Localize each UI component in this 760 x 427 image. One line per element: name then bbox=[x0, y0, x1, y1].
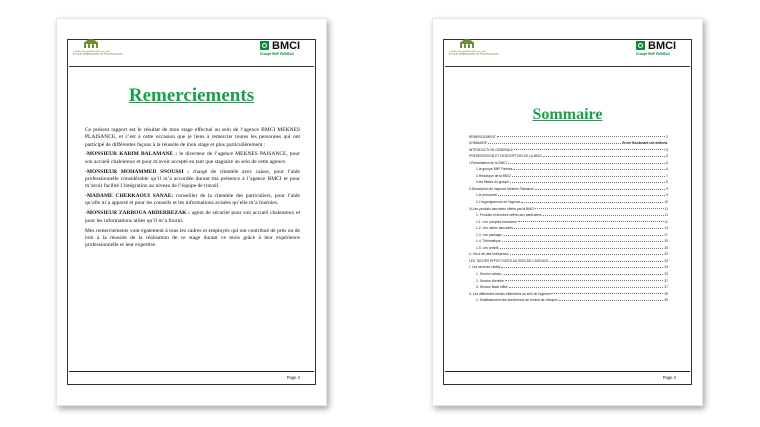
school-name-fr: ÉCOLE SUPÉRIEURE DE TECHNOLOGIE bbox=[449, 53, 499, 56]
toc-leader bbox=[510, 182, 665, 183]
page-title: Remerciements bbox=[128, 85, 255, 106]
toc-entry-page: 11 bbox=[664, 213, 668, 218]
toc-entry-label: SOMMAIRE bbox=[469, 141, 487, 146]
paragraph-text: Ce présent rapport est le résultat de mon stage effectué au sein de l’agence BMCI MEKNES PLAISANCE, et c’est à cette occasion que je tiens à remercier toutes les personnes qui ont participé de différentes façons à la réussite de mon stage et plus particulièrement : bbox=[85, 127, 300, 148]
paragraph bbox=[85, 151, 300, 166]
paragraph-text: agent de sécurité pour son accueil chaleureux et pour les informations utiles qu’il m’a fourni. bbox=[85, 210, 301, 224]
toc-entry-label: 1-5. Les crédits bbox=[476, 245, 499, 250]
toc-entry-label: 1- Service caisse bbox=[476, 272, 502, 277]
bmci-mark-icon bbox=[636, 41, 645, 50]
toc-entry-label: 1-le personnel bbox=[476, 193, 497, 198]
toc-entry-page: 8 bbox=[666, 180, 668, 185]
paragraph bbox=[85, 169, 300, 191]
bmci-brand: BMCI bbox=[648, 40, 677, 52]
document-page-remerciements bbox=[56, 18, 327, 406]
toc-entry-label: 1- Produits et services offerts aux particuliers bbox=[476, 213, 542, 218]
toc-entry-page: 6 bbox=[666, 167, 668, 172]
toc-leader bbox=[488, 143, 621, 144]
toc-entry-label: 1-4. Télématique bbox=[476, 239, 501, 244]
toc-entry-page: 32 bbox=[664, 252, 668, 257]
toc-entry-page: 37 bbox=[664, 285, 668, 290]
header-divider bbox=[445, 66, 690, 67]
toc-leader bbox=[543, 156, 665, 157]
toc-entry[interactable] bbox=[469, 296, 668, 303]
toc-entry-label: I- Les services visités bbox=[469, 265, 501, 270]
toc-leader bbox=[510, 254, 664, 255]
toc-leader bbox=[543, 215, 664, 216]
bmci-brand: BMCI bbox=[272, 40, 301, 52]
page-number: Page 2 bbox=[286, 375, 300, 380]
acknowledgement-text bbox=[85, 127, 300, 252]
toc-leader bbox=[497, 136, 665, 137]
footer-divider bbox=[69, 371, 314, 372]
person-name: -MONSIEUR MOHAMMED SNOUSSI : bbox=[85, 168, 190, 175]
toc-entry-page: 14 bbox=[664, 226, 668, 231]
toc-entry-label: 1-2. Les cartes bancaires bbox=[476, 226, 514, 231]
toc-entry-label: 3- Service Back office bbox=[476, 285, 508, 290]
toc-leader bbox=[514, 228, 663, 229]
school-name-fr: ÉCOLE SUPÉRIEURE DE TECHNOLOGIE bbox=[73, 53, 123, 56]
toc-entry-page: 37 bbox=[664, 278, 668, 283]
toc-entry-page: 33 bbox=[664, 258, 668, 263]
paragraph-text: le directeur de l’agence MEKNES PAISANCE, pour son accueil chaleureux et pour m'avoir accepté en tant que stagiaire au sein de cette agence. bbox=[85, 151, 300, 165]
toc-leader bbox=[502, 274, 663, 275]
toc-leader bbox=[502, 241, 664, 242]
toc-entry-page: 27 bbox=[664, 232, 668, 237]
toc-entry-page: 29 bbox=[664, 239, 668, 244]
page-title: Sommaire bbox=[532, 106, 603, 123]
school-name: المدرسة العليا للتكنولوجيا بمكناس bbox=[449, 50, 486, 53]
toc-entry-page: 9 bbox=[666, 193, 668, 198]
bmci-logo bbox=[260, 41, 310, 59]
toc-entry-page: 33 bbox=[664, 272, 668, 277]
toc-leader bbox=[514, 149, 665, 150]
toc-entry-label: REMERCIEMENT bbox=[469, 134, 496, 139]
paragraph bbox=[85, 193, 300, 208]
toc-entry-label: III-Les produits bancaires offerts par la BMCI bbox=[469, 206, 535, 211]
toc-entry-label: LES TACHES EFFECTUEES AU SEIN DE L’AGENCE bbox=[469, 258, 549, 263]
toc-leader bbox=[501, 267, 663, 268]
person-name: -MONSIEUR KARIM BALAMANE : bbox=[85, 151, 178, 158]
toc-entry-label: 2- Vis à vis des entreprises bbox=[469, 252, 509, 257]
toc-entry-page: 39 bbox=[664, 298, 668, 303]
toc-entry-label: II- Les différentes tâches effectuées au sein de l’agence bbox=[469, 291, 551, 296]
toc-entry-page: 33 bbox=[664, 265, 668, 270]
toc-leader bbox=[512, 176, 665, 177]
toc-entry-label: 1-1. Les comptes bancaires bbox=[476, 219, 517, 224]
bmci-mark-icon bbox=[260, 41, 269, 50]
school-name: المدرسة العليا للتكنولوجيا بمكناس bbox=[73, 50, 110, 53]
person-name: -MONSIEUR ZARBOUA ABDERREZAK : bbox=[85, 210, 191, 217]
toc-leader bbox=[535, 208, 663, 209]
toc-entry-page: 2 bbox=[666, 134, 668, 139]
footer-divider bbox=[445, 371, 690, 372]
toc-entry-page: 10 bbox=[664, 200, 668, 205]
toc-leader bbox=[521, 202, 663, 203]
toc-entry-label: II-Description de l’agence Meknès Plaisance bbox=[469, 186, 534, 191]
toc-entry-label: 1- Etablissement des bordereaux de remise de chèques bbox=[476, 298, 558, 303]
toc-entry-label: 2-Historique de la BMCI bbox=[476, 173, 511, 178]
document-page-sommaire bbox=[432, 18, 703, 406]
toc-entry-page: 30 bbox=[664, 245, 668, 250]
toc-entry-label: 1-la groupe BNP Paribas bbox=[476, 167, 513, 172]
toc-entry-label: 2- Service clientèle bbox=[476, 278, 504, 283]
toc-entry-page: Error! Bookmark not defined. bbox=[622, 141, 668, 146]
toc-leader bbox=[518, 221, 664, 222]
paragraph bbox=[85, 127, 300, 149]
toc-entry-page: 5 bbox=[666, 147, 668, 152]
school-logo bbox=[449, 37, 527, 59]
toc-leader bbox=[551, 293, 663, 294]
paragraph-text: Mes remerciements vont également à tous les cadres et employés qui ont contribué de près ou de loin à la réussite de la réalisation de ce stage durant ce mois grâce à leur expérience professionnelle et leur expertise. bbox=[85, 227, 300, 249]
paragraph bbox=[85, 228, 300, 250]
toc-leader bbox=[535, 189, 665, 190]
toc-leader bbox=[559, 300, 664, 301]
paragraph bbox=[85, 210, 300, 225]
person-name: -MADAME CHERKAOUI SANAE: bbox=[85, 193, 174, 200]
toc-entry-page: 6 bbox=[666, 154, 668, 159]
toc-entry-label: INTRODUCTION GENERALE bbox=[469, 147, 514, 152]
toc-entry-label: 2-L’organigramme de l’agence bbox=[476, 200, 521, 205]
school-logo bbox=[73, 37, 151, 59]
toc-leader bbox=[498, 195, 665, 196]
building-icon bbox=[83, 37, 99, 49]
table-of-contents bbox=[469, 132, 668, 302]
toc-leader bbox=[550, 261, 664, 262]
toc-entry-page: 9 bbox=[666, 186, 668, 191]
toc-entry-page: 11 bbox=[664, 206, 668, 211]
toc-entry-label: 1-3. Les package bbox=[476, 232, 502, 237]
toc-leader bbox=[509, 287, 664, 288]
toc-leader bbox=[505, 280, 663, 281]
paragraph-text: chargé de clientèle avec caisse, pour l’aide professionnelle considérable qu’il m’a accordée durant ma présence à l’agence BMCI et pour m’avoir facilité l’intégration au niveau de l’équipe de travail. bbox=[85, 168, 300, 190]
header-divider bbox=[69, 66, 314, 67]
toc-entry-page: 11 bbox=[664, 219, 668, 224]
toc-leader bbox=[508, 163, 665, 164]
building-icon bbox=[459, 37, 475, 49]
toc-leader bbox=[502, 235, 663, 236]
toc-entry-label: PRESENTATION ET DESCRIPTION DE LA BMCI bbox=[469, 154, 543, 159]
toc-entry-label: I-Présentation de la BMCI bbox=[469, 160, 507, 165]
bmci-group: Groupe BNP PARIBAS bbox=[260, 52, 294, 56]
paragraph-text: conseiller de la clientèle des particuliers, pour l’aide qu’elle m’a apporté et pour les conseils et les informations avisées qu’elle m’a fournies. bbox=[85, 193, 300, 207]
toc-entry-page: 6 bbox=[666, 160, 668, 165]
toc-leader bbox=[513, 169, 665, 170]
toc-entry-page: 7 bbox=[666, 173, 668, 178]
toc-leader bbox=[500, 248, 664, 249]
toc-entry-label: 3-les filiales du groupe bbox=[476, 180, 509, 185]
bmci-logo bbox=[636, 41, 686, 59]
bmci-group: Groupe BNP PARIBAS bbox=[636, 52, 670, 56]
page-number: Page 3 bbox=[662, 375, 676, 380]
toc-entry-page: 39 bbox=[664, 291, 668, 296]
